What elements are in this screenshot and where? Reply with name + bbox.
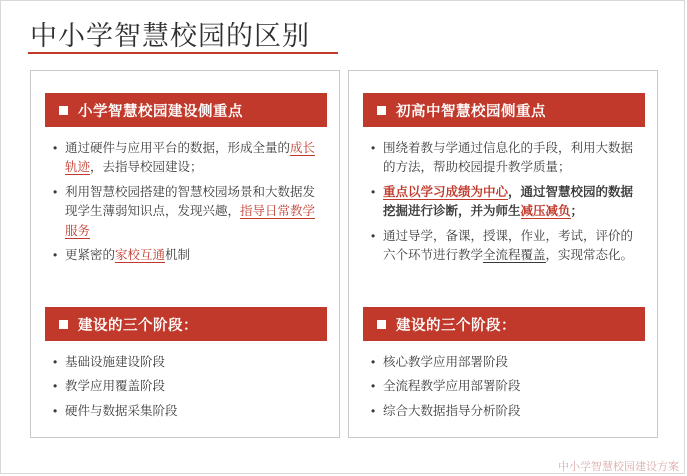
bullet-dot-icon: • (53, 141, 58, 155)
list-item (371, 402, 643, 421)
section-header-left-2-label: 建设的三个阶段： (78, 317, 198, 334)
text-run: 基础设施建设阶段 (65, 355, 166, 369)
text-run: 全流程覆盖 (483, 247, 546, 262)
bullet-list-right-1 (371, 139, 643, 270)
text-run: 硬件与数据采集阶段 (65, 403, 178, 418)
text-run: 机制 (165, 247, 191, 262)
text-run: 家校互通 (115, 247, 166, 262)
list-item-text (65, 377, 325, 396)
column-secondary-school (348, 70, 658, 438)
square-bullet-icon (377, 106, 386, 115)
bullet-dot-icon: • (53, 247, 58, 262)
square-bullet-icon (59, 106, 68, 115)
section-header-right-1-label: 初高中智慧校园侧重点 (396, 103, 546, 120)
square-bullet-icon (59, 320, 68, 329)
bullet-dot-icon: • (371, 141, 376, 155)
list-item (371, 353, 643, 372)
text-run: 核心教学应用部署阶段 (383, 355, 509, 369)
text-run: 利用智慧校园搭建的智慧校园场景和大数据发现学生薄弱知识点，发现兴趣， (65, 184, 316, 219)
list-item (53, 402, 325, 421)
list-item-text (65, 183, 325, 241)
text-run: ，去指导校园建设； (90, 160, 203, 175)
section-header-right-2 (363, 307, 645, 341)
list-item (53, 377, 325, 396)
list-item-text (383, 183, 643, 222)
text-run: ，实现常态化。 (545, 247, 634, 262)
list-item (371, 377, 643, 396)
page-title: 中小学智慧校园的区别 (30, 21, 310, 51)
list-item-text (383, 402, 643, 421)
text-run: 通过导学，备课，授课，作业，考试，评价的六个环节进行教学 (383, 228, 634, 262)
bullet-dot-icon: • (371, 379, 376, 394)
text-run: 指导日常教学服务 (65, 204, 316, 238)
bullet-list-left-2 (53, 353, 325, 426)
list-item-text (383, 227, 643, 266)
list-item (53, 246, 325, 265)
list-item-text (65, 246, 325, 265)
text-run: 重点以学习成绩为中心 (383, 184, 509, 199)
section-header-right-1 (363, 93, 645, 127)
text-run: 综合大数据指导分析阶段 (383, 403, 521, 418)
section-header-left-1 (45, 93, 327, 127)
bullet-dot-icon: • (53, 379, 58, 394)
bullet-dot-icon: • (371, 228, 376, 243)
text-run: 通过硬件与应用平台的数据，形成全量的 (65, 141, 291, 155)
list-item (371, 139, 643, 178)
watermark-text: 中小学智慧校园建设方案 (558, 461, 679, 473)
text-run: ； (570, 204, 584, 219)
list-item-text (65, 353, 325, 372)
list-item-text (383, 353, 643, 372)
list-item-text (383, 139, 643, 178)
list-item-text (65, 402, 325, 421)
text-run: 减压减负 (520, 204, 571, 219)
bullet-dot-icon: • (371, 184, 376, 199)
list-item (53, 183, 325, 241)
square-bullet-icon (377, 320, 386, 329)
list-item-text (65, 139, 325, 178)
section-header-left-2 (45, 307, 327, 341)
list-item (53, 353, 325, 372)
bullet-dot-icon: • (53, 403, 58, 418)
list-item (371, 183, 643, 222)
section-header-left-1-label: 小学智慧校园建设侧重点 (78, 103, 243, 120)
text-run: 更紧密的 (65, 247, 116, 262)
bullet-dot-icon: • (371, 355, 376, 369)
list-item-text (383, 377, 643, 396)
text-run: 全流程教学应用部署阶段 (383, 379, 521, 394)
bullet-dot-icon: • (371, 403, 376, 418)
list-item (371, 227, 643, 266)
text-run: ，通过智慧校园的数据挖掘进行诊断，并为师生 (383, 184, 634, 219)
title-underline (28, 52, 338, 54)
column-primary-school (30, 70, 340, 438)
bullet-dot-icon: • (53, 355, 58, 369)
list-item (53, 139, 325, 178)
section-header-right-2-label: 建设的三个阶段： (396, 317, 516, 334)
text-run: 教学应用覆盖阶段 (65, 379, 166, 394)
bullet-list-right-2 (371, 353, 643, 426)
text-run: 围绕着教与学通过信息化的手段，利用大数据的方法，帮助校园提升教学质量； (383, 141, 634, 175)
bullet-list-left-1 (53, 139, 325, 270)
text-run: 成长轨迹 (65, 141, 316, 175)
bullet-dot-icon: • (53, 184, 58, 199)
